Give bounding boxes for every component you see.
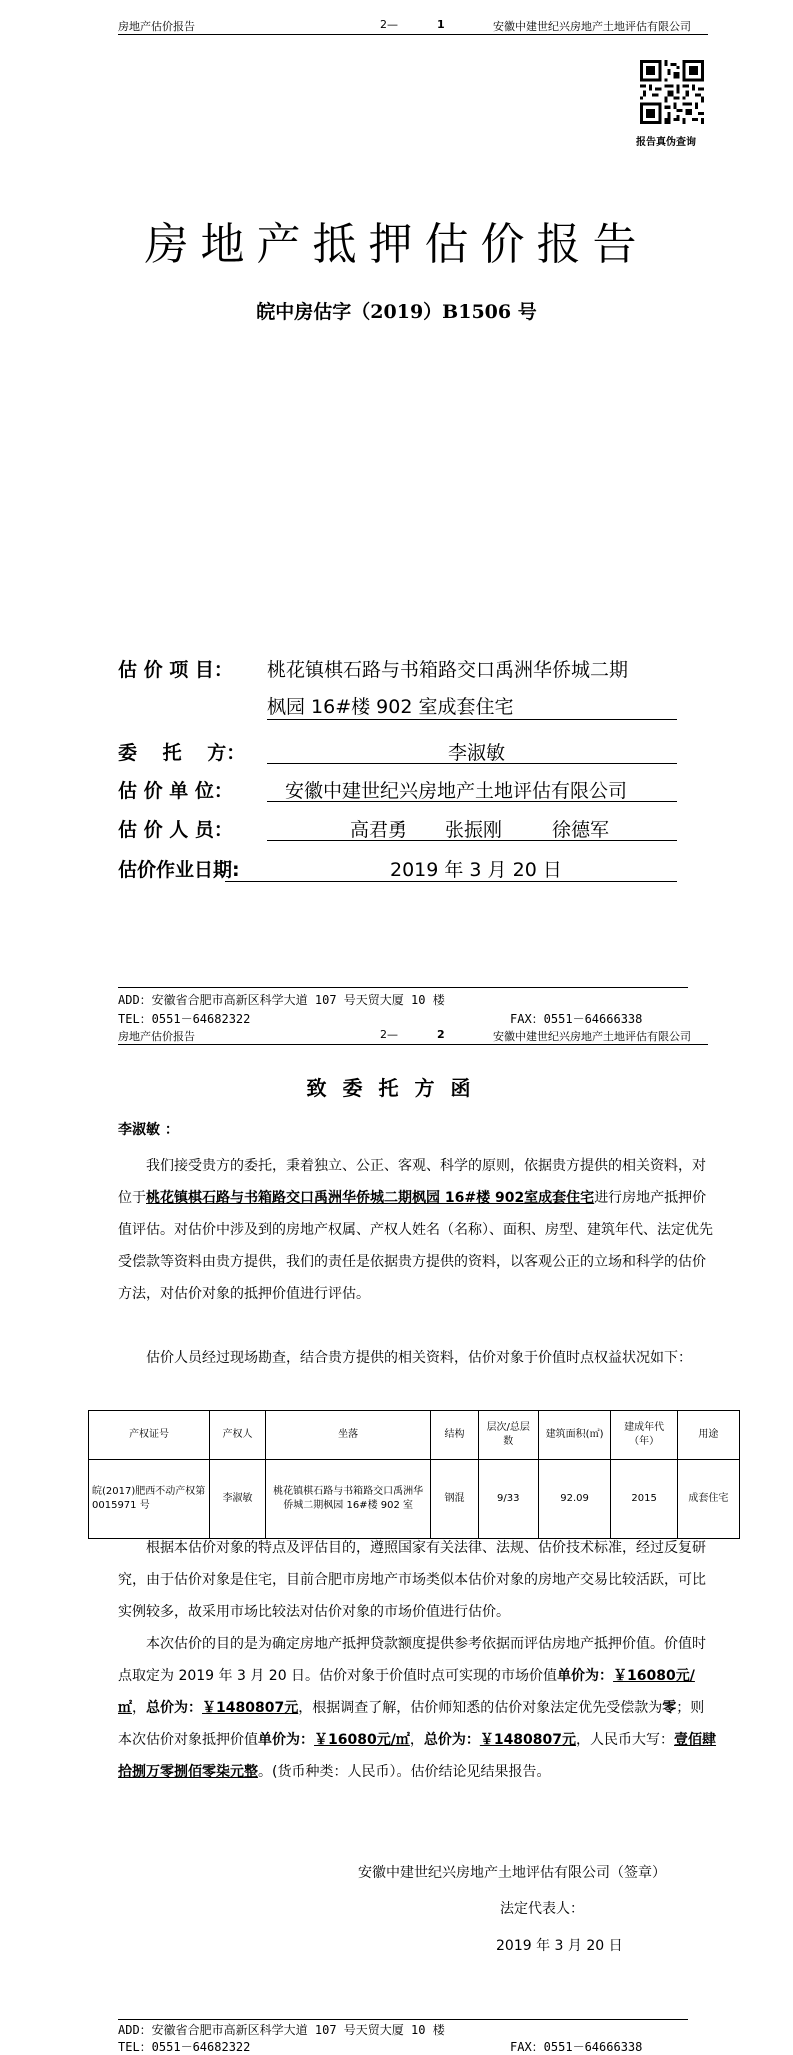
appraiser-underline bbox=[267, 840, 677, 841]
priority-amount: 零 bbox=[662, 1700, 677, 1716]
conclusion-text-e: 。(货币种类：人民币）。估价结论见结果报告。 bbox=[258, 1764, 551, 1780]
th-location: 坐落 bbox=[265, 1411, 430, 1460]
header-right: 安徽中建世纪兴房地产土地评估有限公司 bbox=[493, 20, 691, 33]
appraiser-name-1: 高君勇 bbox=[350, 819, 408, 841]
total-price-value: ￥1480807元 bbox=[202, 1700, 299, 1716]
th-floor: 层次/总层数 bbox=[478, 1411, 538, 1460]
salutation: 李淑敏 ： bbox=[118, 1122, 179, 1138]
mortgage-unit-price-label: 单价为： bbox=[258, 1732, 314, 1748]
appraisal-unit-label: 估 价 单 位： bbox=[118, 780, 233, 802]
paragraph-intro bbox=[118, 1150, 718, 1310]
td-floor: 9/33 bbox=[478, 1460, 538, 1539]
th-year: 建成年代（年） bbox=[611, 1411, 677, 1460]
project-value-line2: 枫园 16#楼 902 室成套住宅 bbox=[267, 696, 514, 718]
report-title: 房地产抵押估价报告 bbox=[144, 219, 649, 270]
qr-code-icon bbox=[640, 60, 704, 124]
footer-rule bbox=[118, 2019, 688, 2020]
th-area: 建筑面积(㎡) bbox=[538, 1411, 611, 1460]
unit-underline bbox=[267, 801, 677, 802]
letter-title: 致委托方函 bbox=[306, 1076, 487, 1100]
mortgage-total-price-value: ￥1480807元 bbox=[479, 1732, 577, 1748]
work-date-label: 估价作业日期: bbox=[118, 859, 240, 881]
property-table bbox=[88, 1410, 740, 1539]
appraiser-name-3: 徐德军 bbox=[552, 819, 610, 841]
footer-fax: FAX：0551－64666338 bbox=[510, 1012, 643, 1026]
td-owner: 李淑敏 bbox=[210, 1460, 266, 1539]
footer-rule bbox=[118, 987, 688, 988]
footer-fax: FAX：0551－64666338 bbox=[510, 2040, 643, 2054]
conclusion-text-d: ，人民币大写： bbox=[576, 1732, 675, 1748]
client-value: 李淑敏 bbox=[448, 742, 506, 764]
td-year: 2015 bbox=[611, 1460, 677, 1539]
header-page-prefix: 2— bbox=[380, 1028, 398, 1041]
header-page-number: 1 bbox=[437, 18, 445, 31]
th-use: 用途 bbox=[677, 1411, 739, 1460]
project-label: 估 价 项 目： bbox=[118, 659, 233, 681]
client-label: 委 托 方： bbox=[118, 742, 246, 764]
conclusion-text-a: 本次估价的目的是为确定房地产抵押贷款额度提供参考依据而评估房地产抵押价值。价值时点取定为 2019 年 3 月 20 日。估价对象于价值时点可实现的市场价值 bbox=[118, 1636, 706, 1684]
signature-date: 2019 年 3 月 20 日 bbox=[496, 1938, 623, 1954]
conclusion-text-c: ；则本次估价对象抵押价值 bbox=[118, 1700, 705, 1748]
amount-in-words: 壹佰肆拾捌万零捌佰零柒元整 bbox=[118, 1732, 717, 1780]
client-underline bbox=[267, 763, 677, 764]
paragraph-survey: 估价人员经过现场勘查，结合贵方提供的相关资料，估价对象于价值时点权益状况如下： bbox=[146, 1350, 692, 1366]
legal-representative-label: 法定代表人： bbox=[500, 1901, 584, 1917]
header-left: 房地产估价报告 bbox=[118, 20, 195, 33]
total-price-label: 总价为： bbox=[146, 1700, 202, 1716]
appraisal-unit-value: 安徽中建世纪兴房地产土地评估有限公司 bbox=[285, 780, 628, 802]
td-use: 成套住宅 bbox=[677, 1460, 739, 1539]
mortgage-unit-price-value: ￥16080元/㎡ bbox=[314, 1732, 410, 1748]
td-area: 92.09 bbox=[538, 1460, 611, 1539]
th-cert-no: 产权证号 bbox=[89, 1411, 210, 1460]
work-date-value: 2019 年 3 月 20 日 bbox=[390, 859, 562, 881]
paragraph-conclusion: 本次估价的目的是为确定房地产抵押贷款额度提供参考依据而评估房地产抵押价值。价值时点取定为 2019 年 3 月 20 日。估价对象于价值时点可实现的市场价值单价为：￥16080元/㎡，总价为：￥1480807元，根据调查了解，估价师知悉的估价对象法定优先受偿款为零；则本次估价对象抵押价值单价为：￥16080元/㎡，总价为：￥1480807元，人民币大写：壹佰肆拾捌万零捌佰零柒元整。(货币种类：人民币）。估价结论见结果报告。 bbox=[118, 1636, 717, 1780]
paragraph-method: 根据本估价对象的特点及评估目的，遵照国家有关法律、法规、估价技术标准，经过反复研究，由于估价对象是住宅，目前合肥市房地产市场类似本估价对象的房地产交易比较活跃，可比实例较多，故采用市场比较法对估价对象的市场价值进行估价。 bbox=[118, 1540, 706, 1620]
footer-address: ADD：安徽省合肥市高新区科学大道 107 号天贸大厦 10 楼 bbox=[118, 2023, 445, 2037]
date-underline bbox=[225, 881, 677, 882]
footer-address: ADD：安徽省合肥市高新区科学大道 107 号天贸大厦 10 楼 bbox=[118, 993, 445, 1007]
header-rule bbox=[118, 1044, 708, 1045]
header-right: 安徽中建世纪兴房地产土地评估有限公司 bbox=[493, 1030, 691, 1043]
document-number: 皖中房估字（2019）B1506 号 bbox=[256, 301, 537, 323]
property-address-bold: 桃花镇棋石路与书箱路交口禹洲华侨城二期枫园 16#楼 902室成套住宅 bbox=[146, 1190, 595, 1206]
header-page-number: 2 bbox=[437, 1028, 445, 1041]
unit-price-label: 单价为： bbox=[557, 1668, 614, 1684]
td-cert-no: 皖(2017)肥西不动产权第 0015971 号 bbox=[89, 1460, 210, 1539]
td-structure: 钢混 bbox=[431, 1460, 478, 1539]
footer-tel: TEL：0551－64682322 bbox=[118, 2040, 251, 2054]
conclusion-text-b: ，根据调查了解，估价师知悉的估价对象法定优先受偿款为 bbox=[298, 1700, 663, 1716]
appraiser-label: 估 价 人 员： bbox=[118, 819, 233, 841]
th-owner: 产权人 bbox=[210, 1411, 266, 1460]
qr-caption: 报告真伪查询 bbox=[636, 137, 696, 148]
mortgage-total-price-label: 总价为： bbox=[423, 1732, 480, 1748]
project-value-line1: 桃花镇棋石路与书箱路交口禹洲华侨城二期 bbox=[267, 659, 629, 681]
intro-text-a: 我们接受贵方的委托，秉着独立、公正、客观、科学的原则，依据贵方提供的相关资料，对位于 bbox=[118, 1158, 706, 1206]
footer-tel: TEL：0551－64682322 bbox=[118, 1012, 251, 1026]
project-underline bbox=[267, 719, 677, 720]
td-location: 桃花镇棋石路与书箱路交口禹洲华侨城二期枫园 16#楼 902 室 bbox=[265, 1460, 430, 1539]
table-row bbox=[89, 1460, 740, 1539]
header-page-prefix: 2— bbox=[380, 18, 398, 31]
appraiser-name-2: 张振刚 bbox=[445, 819, 503, 841]
header-rule bbox=[118, 34, 708, 35]
intro-text-b: 进行房地产抵押价值评估。对估价中涉及到的房地产权属、产权人姓名（名称）、面积、房型、建筑年代、法定优先受偿款等资料由贵方提供，我们的责任是依据贵方提供的资料，以客观公正的立场和科学的估价方法，对估价对象的抵押价值进行评估。 bbox=[118, 1190, 713, 1302]
th-structure: 结构 bbox=[431, 1411, 478, 1460]
table-header-row bbox=[89, 1411, 740, 1460]
unit-price-value: ￥16080元/㎡ bbox=[118, 1668, 695, 1716]
signature-company: 安徽中建世纪兴房地产土地评估有限公司（签章） bbox=[358, 1865, 666, 1881]
header-left: 房地产估价报告 bbox=[118, 1030, 195, 1043]
